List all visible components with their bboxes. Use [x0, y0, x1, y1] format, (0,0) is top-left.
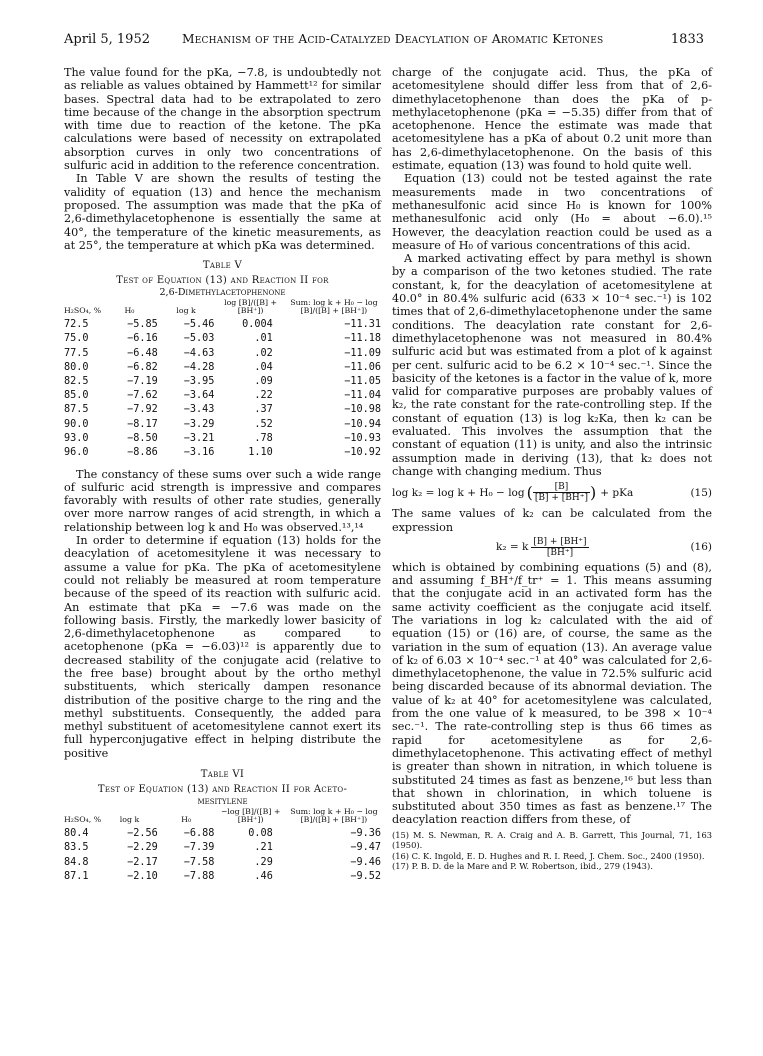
table-v-cell: .22 [254, 390, 273, 402]
table-v-grid [64, 299, 381, 460]
table-vi-cell: .21 [254, 842, 273, 854]
table-vi-cell: 84.8 [64, 856, 89, 868]
table-v-cell: −11.06 [344, 361, 381, 373]
table-v [64, 260, 381, 459]
table-v-cell: −4.28 [183, 361, 215, 373]
table-v-cell: −5.85 [127, 319, 158, 331]
equation-16-number: (16) [690, 541, 712, 554]
equation-15-numerator: [B] [533, 482, 590, 493]
equation-15-number: (15) [690, 486, 712, 499]
table-v-cell: 82.5 [64, 376, 89, 387]
page-number: 1833 [670, 32, 704, 47]
table-vi-cell: −2.10 [127, 870, 158, 882]
equation-15-rhs: + pKa [600, 486, 634, 499]
table-v-cell: −11.05 [344, 376, 381, 387]
footnotes [392, 830, 712, 872]
table-vi-cell: 83.5 [64, 842, 89, 854]
table-v-row [64, 431, 381, 445]
footnote-17: (17) P. B. D. de la Mare and P. W. Robertson, ibid., 279 (1943). [392, 861, 653, 872]
table-v-row [64, 445, 381, 459]
equation-15: log k₂ = log k + H₀ − log ( $\frac{[B]}{[B] + [BH^+]}$ ) + pKa (15) [392, 482, 712, 504]
table-vi-header: H₂SO₄, % [64, 815, 102, 825]
left-paragraph-4: In order to determine if equation (13) holds for the deacylation of acetomesitylene it was necessary to assume a value for pKa. The pKa of acetomesitylene could not reliably be measured at room temperature because of the speed of its reaction with sulfuric acid. An estimate that pKa = −7.6 was made on the following basis. Firstly, the markedly lower basicity of 2,6-dimethylacetophenone as compared to acetophenone (pKa = −6.03)¹² is apparently due to decreased stability of the conjugate acid (relative to the free base) brought about by the ortho methyl substituents, which sterically dampen resonance distribution of the positive charge to the ring and the methyl substituents. Consequently, the added para methyl substituent of acetomesitylene cannot exert its full hyperconjugative effect in helping distribute the positive [64, 534, 381, 760]
table-v-cell: −6.82 [127, 361, 158, 373]
table-v-cell: −6.48 [127, 347, 158, 359]
table-v-row [64, 346, 381, 360]
table-v-row [64, 403, 381, 417]
left-paragraph-3: The constancy of these sums over such a wide range of sulfuric acid strength is impressive and compares favorably with results of other rate studies, generally over more narrow ranges of acid strength, in which a relationship between log k and H₀ was observed.¹³,¹⁴ [64, 467, 381, 534]
table-v-header: H₀ [124, 306, 135, 316]
table-vi-cell: −2.56 [127, 828, 158, 840]
table-v-cell: 93.0 [64, 432, 89, 444]
table-v-cell: −5.03 [183, 333, 215, 345]
table-vi-row [64, 827, 381, 841]
table-v-cell: 72.5 [64, 319, 89, 331]
equation-16-fraction [531, 537, 588, 558]
table-v-cell: −4.63 [183, 347, 215, 359]
table-vi-cell: .46 [254, 870, 273, 882]
table-v-cell: 80.0 [64, 361, 89, 373]
table-v-cell: .04 [254, 361, 273, 373]
table-vi-caption: Test of Equation (13) and Reaction II for Aceto- [97, 784, 348, 796]
table-v-cell: .09 [254, 376, 273, 387]
table-v-label: Table V [202, 260, 243, 272]
left-column [64, 66, 381, 883]
table-v-cell: −3.95 [183, 376, 215, 387]
table-vi-header: log k [119, 815, 140, 825]
table-vi-cell: 0.08 [248, 828, 273, 840]
table-v-cell: −3.43 [183, 404, 215, 416]
table-vi-cell: −2.29 [127, 842, 158, 854]
table-v-cell: −3.64 [183, 390, 215, 402]
equation-16-denominator: [BH⁺] [546, 547, 574, 558]
table-vi-cell: −9.46 [350, 856, 381, 868]
page-header [64, 32, 704, 50]
table-v-row [64, 389, 381, 403]
table-v-header: H₂SO₄, % [64, 306, 102, 316]
table-v-cell: 75.0 [64, 333, 89, 345]
table-v-caption: Test of Equation (13) and Reaction II for [116, 275, 329, 287]
table-v-row [64, 318, 381, 332]
table-v-subcaption: 2,6-Dimethylacetophenone [159, 287, 286, 299]
table-v-header: log [B]/([B] + [BH⁺]) [224, 297, 278, 316]
table-v-cell: .52 [254, 418, 273, 430]
table-v-cell: −8.50 [127, 432, 158, 444]
table-vi-header: −log [B]/([B] + [BH⁺]) [220, 806, 281, 825]
right-paragraph-1: charge of the conjugate acid. Thus, the pKa of acetomesitylene should differ less from that of 2,6-dimethylacetophenone than does the pKa of p-methylacetophenone (pKa = −5.35) differ from that of acetophenone. Hence the estimate was made that acetomesitylene has a pKa of about 0.2 unit more than has 2,6-dimethylacetophenone. On the basis of this estimate, equation (13) was found to hold quite well. [392, 66, 712, 173]
table-v-cell: −7.62 [127, 390, 158, 402]
table-v-cell: −5.46 [183, 319, 215, 331]
table-v-cell: 1.10 [248, 446, 273, 458]
table-vi-cell: 80.4 [64, 828, 89, 840]
table-v-cell: −7.92 [127, 404, 158, 416]
footnote-16: (16) C. K. Ingold, E. D. Hughes and R. I. Reed, J. Chem. Soc., 2400 (1950). [392, 850, 705, 861]
table-v-cell: −11.04 [344, 390, 381, 402]
table-v-cell: −8.86 [127, 446, 158, 458]
table-vi-cell: .29 [254, 856, 273, 868]
table-v-cell: 96.0 [64, 446, 89, 458]
right-paragraph-3: A marked activating effect by para methyl is shown by a comparison of the two ketones studied. The rate constant, k, for the deacylation of acetomesitylene at 40.0° in 80.4% sulfuric acid (633 × 10⁻⁴ sec.⁻¹) is 102 times that of 2,6-dimethylacetophenone under the same conditions. The deacylation rate constant for 2,6-dimethylacetophenone was not measured in 80.4% sulfuric acid but was estimated from a plot of k against per cent. sulfuric acid to be 6.2 × 10⁻⁴ sec.⁻¹. Since the basicity of the ketones is a factor in the value of k, more valid for comparative purposes are probably values of k₂, the rate constant for the rate-controlling step. If the constant of equation (13) is log k₂Ka, then k₂ can be evaluated. This involves the assumption that the constant of equation (11) is unity, and also the intrinsic assumption made in deriving (13), that k₂ does not change with changing medium. Thus [392, 252, 712, 478]
equation-16-lhs: k₂ = k [496, 541, 529, 554]
table-vi-cell: −7.88 [183, 870, 215, 882]
table-v-header: Sum: log k + H₀ − log [B]/([B] + [BH⁺]) [290, 297, 378, 316]
equation-16 [392, 537, 712, 558]
table-v-cell: −11.09 [344, 347, 381, 359]
right-column [392, 66, 712, 872]
table-v-cell: −11.31 [344, 319, 381, 331]
equation-15-lhs: log k₂ = log k + H₀ − log [392, 486, 525, 499]
right-paragraph-2: Equation (13) could not be tested against the rate measurements made in two concentrations of methanesulfonic acid since H₀ is known for 100% methanesulfonic acid only (H₀ = about −6.0).¹⁵ However, the deacylation reaction could be used as a measure of H₀ of various concentrations of this acid. [392, 172, 712, 252]
table-vi-cell: −6.88 [183, 828, 215, 840]
table-vi-grid [64, 808, 381, 884]
table-v-cell: −11.18 [344, 333, 381, 345]
running-title: Mechanism of the Acid-Catalyzed Deacylation of Aromatic Ketones [182, 32, 604, 46]
left-paragraph-1: The value found for the pKa, −7.8, is undoubtedly not as reliable as values obtained by Hammett¹² for similar bases. Spectral data had to be extrapolated to zero time because of the change in the absorption spectrum with time due to reaction of the ketone. The pKa calculations were based of necessity on extrapolated absorption curves in only two concentrations of sulfuric acid in addition to the reference concentration. [64, 66, 381, 173]
table-v-row [64, 332, 381, 346]
right-paragraph-4: The same values of k₂ can be calculated from the expression [392, 507, 712, 534]
table-vi-cell: −2.17 [127, 856, 158, 868]
table-v-cell: .02 [254, 347, 273, 359]
table-v-cell: .01 [254, 333, 273, 345]
table-v-cell: −3.21 [183, 432, 215, 444]
table-v-cell: −10.94 [344, 418, 381, 430]
table-v-cell: 87.5 [64, 404, 89, 416]
table-v-cell: 85.0 [64, 390, 89, 402]
table-vi-cell: −9.47 [350, 842, 381, 854]
table-v-cell: −8.17 [127, 418, 158, 430]
table-v-cell: 90.0 [64, 418, 89, 430]
footnote-15: (15) M. S. Newman, R. A. Craig and A. B. Garrett, This Journal, 71, 163 (1950). [392, 829, 712, 851]
table-v-cell: −3.29 [183, 418, 215, 430]
table-vi-row [64, 841, 381, 855]
table-vi-header: Sum: log k + H₀ − log [B]/([B] + [BH⁺]) [290, 806, 378, 825]
table-v-header: log k [176, 306, 196, 316]
table-v-cell: −10.98 [344, 404, 381, 416]
table-vi-cell: −7.39 [183, 842, 215, 854]
left-paragraph-2: In Table V are shown the results of testing the validity of equation (13) and hence the mechanism proposed. The assumption was made that the pKa of 2,6-dimethylacetophenone is essentially the same at 40°, the temperature of the kinetic measurements, as at 25°, the temperature at which pKa was determined. [64, 172, 381, 252]
table-v-row [64, 374, 381, 388]
table-v-cell: −7.19 [127, 376, 158, 387]
table-v-cell: 77.5 [64, 347, 89, 359]
table-vi-label: Table VI [200, 769, 245, 781]
table-vi-row [64, 869, 381, 883]
table-vi-cell: −7.58 [183, 856, 215, 868]
equation-16-numerator: [B] + [BH⁺] [533, 536, 587, 547]
table-v-cell: −10.92 [344, 446, 381, 458]
equation-15-denominator: [B] + [BH⁺] [534, 493, 588, 504]
table-vi-subcaption: mesitylene [197, 796, 248, 808]
equation-15-fraction [533, 482, 590, 503]
table-v-row [64, 417, 381, 431]
right-paragraph-5: which is obtained by combining equations (5) and (8), and assuming f_BH⁺/f_tr⁺ = 1. This means assuming that the conjugate acid in an activated form has the same activity coefficient as the conjugate acid itself. The variations in log k₂ calculated with the aid of equation (15) or (16) are, of course, the same as the variation in the sum of equation (13). An average value of k₂ of 6.03 × 10⁻⁴ sec.⁻¹ at 40° was calculated for 2,6-dimethylacetophenone, the value in 72.5% sulfuric acid being discarded because of its abnormal deviation. The value of k₂ at 40° for acetomesitylene was calculated, from the one value of k measured, to be 398 × 10⁻⁴ sec.⁻¹. The rate-controlling step is thus 66 times as rapid for acetomesitylene as for 2,6-dimethylacetophenone. This activating effect of methyl is greater than shown in nitration, in which toluene is substituted 24 times as fast as benzene,¹⁶ but less than that shown in chlorination, in which toluene is substituted about 350 times as fast as benzene.¹⁷ The deacylation reaction differs from these, of [392, 560, 712, 827]
header-date: April 5, 1952 [64, 32, 150, 47]
table-v-cell: 0.004 [242, 319, 273, 331]
table-v-cell: .37 [254, 404, 273, 416]
table-vi [64, 769, 381, 883]
table-v-cell: −10.93 [344, 432, 381, 444]
table-vi-row [64, 855, 381, 869]
table-v-cell: .78 [254, 432, 273, 444]
table-v-cell: −6.16 [127, 333, 158, 345]
table-v-row [64, 360, 381, 374]
table-vi-header: H₀ [181, 815, 192, 825]
table-v-cell: −3.16 [183, 446, 215, 458]
table-vi-cell: 87.1 [64, 870, 89, 882]
table-vi-cell: −9.36 [350, 828, 381, 840]
table-vi-cell: −9.52 [350, 870, 381, 882]
